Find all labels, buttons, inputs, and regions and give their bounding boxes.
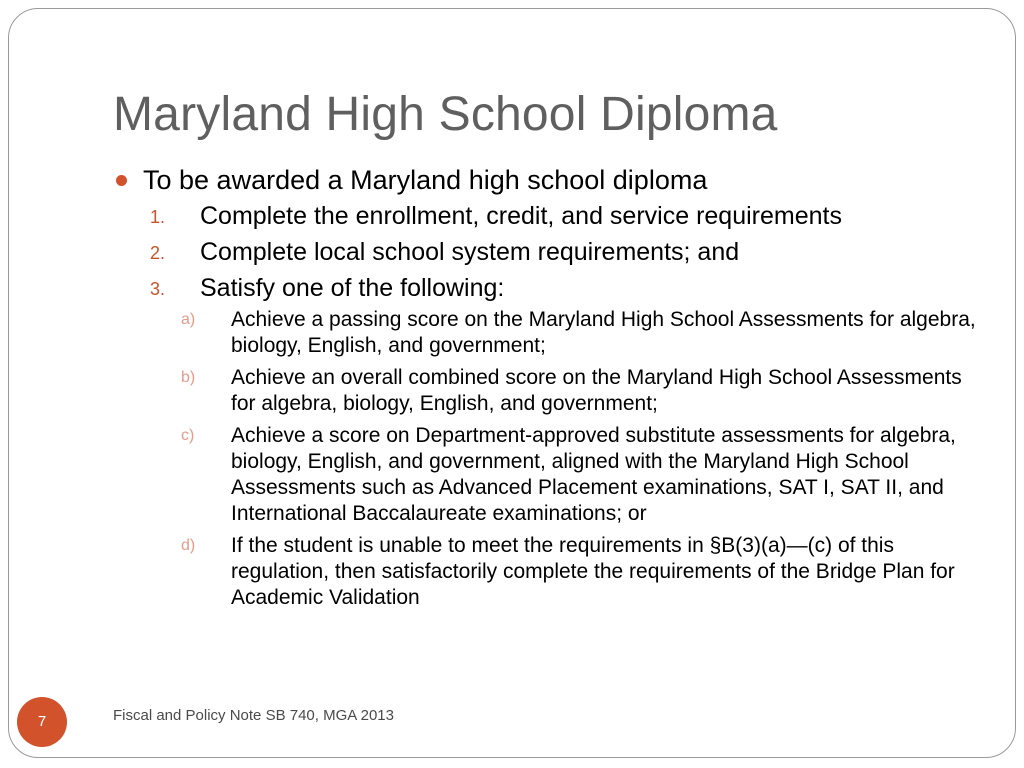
letter-marker: d) — [181, 537, 196, 554]
numbered-text: Satisfy one of the following: — [200, 274, 505, 302]
bullet-text: To be awarded a Maryland high school diploma — [143, 165, 708, 195]
sub-item-d — [110, 533, 990, 611]
numbered-item-2 — [110, 234, 990, 270]
sub-item-a — [110, 307, 990, 359]
sub-text: If the student is unable to meet the requirements in §B(3)(a)—(c) of this regulation, then satisfactorily complete the requirements of the Bridge Plan for Academic Validation — [231, 534, 955, 609]
letter-marker: a) — [181, 311, 196, 328]
bullet-dot-icon — [116, 175, 127, 186]
number-marker: 1. — [150, 207, 166, 227]
numbered-item-3 — [110, 270, 990, 306]
bullet-item — [110, 162, 990, 198]
letter-marker: b) — [181, 369, 196, 386]
number-marker: 2. — [150, 243, 166, 263]
numbered-item-1 — [110, 198, 990, 234]
letter-marker: c) — [181, 427, 195, 444]
sub-text: Achieve a score on Department-approved substitute assessments for algebra, biology, English, and government, aligned with the Maryland High School Assessments such as Advanced Placement examinations, SAT I, SAT II, and International Baccalaureate examinations; or — [231, 424, 956, 525]
slide-content — [110, 162, 990, 617]
sub-item-c — [110, 423, 990, 527]
numbered-text: Complete the enrollment, credit, and service requirements — [200, 202, 842, 230]
sub-text: Achieve an overall combined score on the Maryland High School Assessments for algebra, biology, English, and government; — [231, 366, 962, 415]
numbered-text: Complete local school system requirements; and — [200, 238, 740, 266]
slide-footer: Fiscal and Policy Note SB 740, MGA 2013 — [113, 707, 394, 724]
sub-item-b — [110, 365, 990, 417]
number-marker: 3. — [150, 279, 166, 299]
slide-title: Maryland High School Diploma — [113, 88, 778, 141]
page-number-badge: 7 — [17, 697, 67, 747]
sub-text: Achieve a passing score on the Maryland High School Assessments for algebra, biology, English, and government; — [231, 308, 976, 357]
